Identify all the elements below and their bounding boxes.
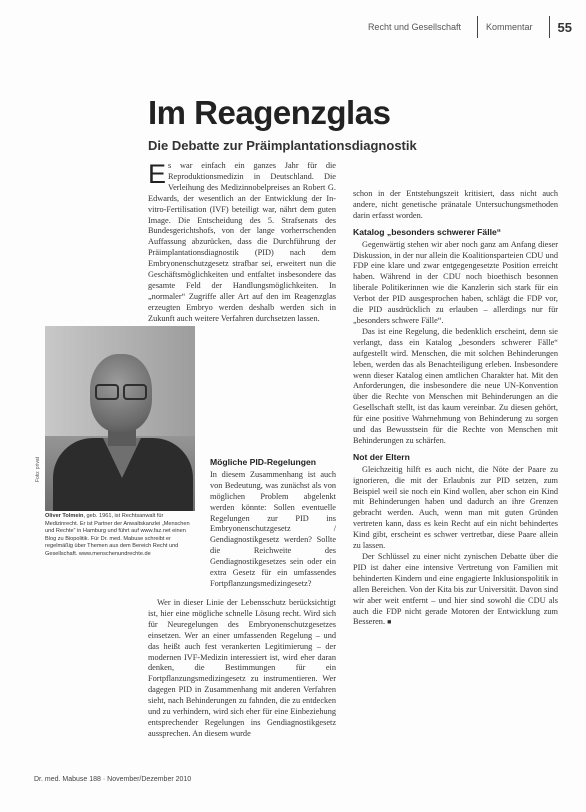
photo-credit: Foto: privat (35, 456, 41, 482)
caption-text: , geb. 1961, ist Rechtsanwalt für Medizinrecht. Er ist Partner der Anwaltskanzlei „Menschen und Rechte“ in Hamburg und führt auf www.faz.net einen Blog zu Biopolitik. Für Dr. med. Mabuse schreibt er regelmäßig über Themen aus dem Bereich Recht und Gesellschaft. www.menschenundrechte.de (45, 513, 190, 557)
paragraph (353, 552, 558, 628)
column-left (148, 161, 336, 325)
column-right (353, 189, 558, 628)
author-photo (45, 326, 195, 511)
header-divider-2 (549, 16, 550, 38)
paragraph: Gleichzeitig hilft es auch nicht, die Nöte der Paare zu ignorieren, die mit der Erlaubnis zur PID setzen, zum Beispiel weil sie noch ein Kind wollen, aber schon ein Kind mit Behinderungen haben und dadurch an ihre Grenzen gebracht werden. Auch, wenn man mit guten Gründen vertreten kann, dass es kein Recht auf ein nicht behindertes Kind gibt, erscheint es schwer vertretbar, diese Paare allein zu lassen. (353, 464, 558, 551)
header-category: Kommentar (486, 22, 533, 32)
paragraph: Das ist eine Regelung, die bedenklich erscheint, denn sie verlangt, dass ein Katalog „besonders schwerer Fälle“ aufgestellt wird. Menschen, die mit solchen Behinderungen leben, werden das als Benachteiligung erleben. Insbesondere wenn dieser Katalog einen amtlichen Charakter hat. Mit den Anforderungen, die insbesondere die neue UN-Konvention über die Rechte von Menschen mit Behinderungen an die Gesellschaft stellt, ist das kaum vereinbar. Zu diesen gehört, für eine positive Wahrnehmung von Behinderung zu sorgen und das Bewusstsein für die Rechte von Menschen mit Behinderungen zu schärfen. (353, 326, 558, 445)
paragraph (148, 161, 336, 325)
article-title: Im Reagenzglas (148, 94, 391, 131)
paragraph: Gegenwärtig stehen wir aber noch ganz am Anfang dieser Diskussion, in der nur allein die Koalitionsparteien CDU und FDP eine klare und zwar entgegengesetzte Position erreicht haben. Während in der CDU noch bioethisch besonnen liberale Politikerinnen wie die Kanzlerin sich stark für ein Verbot der PID ausgesprochen haben, schlägt die FDP vor, die PID ausdrücklich zu erlauben – allerdings nur für „besonders schwere Fälle“. (353, 239, 558, 325)
end-mark: ■ (387, 618, 392, 627)
paragraph: schon in der Entstehungszeit kritisiert, dass nicht auch andere, nicht genetische pränatale Untersuchungsmethoden darin erfasst worden. (353, 189, 558, 220)
page-number: 55 (557, 19, 572, 35)
subheading: Mögliche PID-Regelungen (210, 457, 316, 467)
subheading: Not der Eltern (353, 451, 410, 462)
drop-cap: E (148, 159, 167, 189)
header-section: Recht und Gesellschaft (367, 22, 461, 32)
page-header (368, 16, 572, 38)
column-left-lower (148, 598, 336, 740)
column-left-heading-block (210, 452, 336, 590)
paragraph-text: Der Schlüssel zu einer nicht zynischen Debatte über die PID ist daher eine intensive Vertretung von Familien mit behinderten Kindern und eine engagierte Inklusionspolitik in allen Bereichen. Von der Kita bis zur Universität. Davon sind wir aber weit entfernt – und hier sind sowohl die CDU als auch die FDP nicht gerade Motoren der Entwicklung zum Besseren. (353, 552, 558, 627)
paragraph-text: s war einfach ein ganzes Jahr für die Reproduktionsmedizin in Deutschland. Die Verleihung des Medizinnobelpreises an Robert G. Edwards, der wesentlich an der Entwicklung der In-vitro-Fertilisation (IVF) beteiligt war, nährt dem guten Image. Die Entscheidung des 5. Strafsenats des Bundesgerichtshofs, von der lange vorherrschenden Auffassung abzurücken, dass die Durchführung der Präimplantationsdiagnostik (PID) nach dem Embryonenschutzgesetz strafbar sei, erweitert nun die Geschäftsmöglichkeiten und entfaltet insbesondere das gesamte Feld der Handlungsmöglichkeiten. In „normaler“ Zugriffe aller Art auf den im Reagenzglas erzeugten Embryo werden deshalb werden sich in Zukunft auch weitere Verfahren durchsetzen lassen. (148, 161, 336, 323)
subheading: Katalog „besonders schwerer Fälle“ (353, 226, 502, 237)
caption-name: Oliver Tolmein (45, 513, 84, 519)
paragraph: In diesem Zusammenhang ist auch von Bedeutung, was zunächst als von möglichen Problem abgelenkt werden könnte: Sollen eventuelle Regelungen zur PID ins Embryonenschutzgesetz / Gendiagnostikgesetz werden? Sollte die Reichweite des Gendiagnostikgesetzes sein oder ein extra Gesetz für ein umfassendes Fortpflanzungsmedizingesetz? (210, 469, 336, 588)
photo-caption (45, 513, 195, 558)
paragraph: Wer in dieser Linie der Lebensschutz berücksichtigt ist, hier eine mögliche schnelle Lösung recht. Wird sich für Neuregelungen des Embryonenschutzgesetzes einsetzen. Wer an einer umfassenden Regelung – und das heißt auch fest verankerten Legitimierung – der modernen IVF-Medizin interessiert ist, wird eher daran denken, die Bestimmungen für ein Fortpflanzungsmedizingesetz zu instrumentieren. Wer dagegen PID in Zusammenhang mit anderen Verfahren sieht, nach Behinderungen zu fahnden, die zu entdecken und zu verhindern, wird sich eher für eine Einbeziehung entsprechender Regelungen ins Gendiagnostikgesetz aussprechen. An diesem wurde (148, 598, 336, 738)
photo-glasses (95, 384, 149, 398)
page-footer: Dr. med. Mabuse 188 · November/Dezember 2010 (34, 776, 192, 783)
header-divider (477, 16, 478, 38)
article-subtitle: Die Debatte zur Präimplantationsdiagnostik (148, 138, 417, 153)
